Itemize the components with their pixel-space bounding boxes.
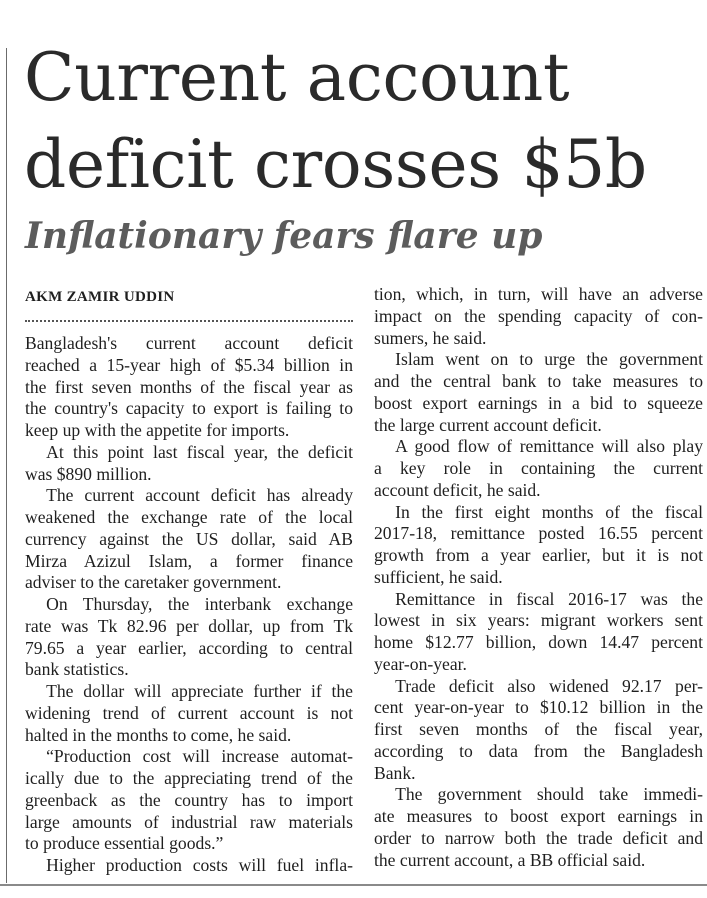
text-line: tion, which, in turn, will have an adverse xyxy=(374,284,703,304)
text-line: was $890 million. xyxy=(25,463,152,484)
text-line: Remittance in fiscal 2016-17 was the xyxy=(395,588,703,609)
byline-text: AKM ZAMIR UDDIN xyxy=(25,289,175,305)
text-line: The dollar will appreciate further if the xyxy=(46,681,353,701)
paragraph xyxy=(25,681,353,746)
paragraph xyxy=(25,855,353,877)
paragraph xyxy=(374,349,703,436)
paragraph xyxy=(25,333,353,442)
text-line: growth from a year earlier, but it is not xyxy=(374,545,703,565)
text-line: greenback as the country has to import xyxy=(25,789,353,810)
headline-line: Current account xyxy=(24,39,570,116)
paragraph xyxy=(374,676,703,785)
text-line: first seven months of the fiscal year, xyxy=(374,719,703,739)
column-rule xyxy=(6,48,7,883)
subheadline: Inflationary fears flare up xyxy=(25,215,543,257)
text-line: The current account deficit has already xyxy=(46,485,353,506)
paragraph xyxy=(374,284,703,349)
text-line: rate was Tk 82.96 per dollar, up from Tk xyxy=(25,615,353,636)
text-line: currency against the US dollar, said AB xyxy=(25,528,353,549)
text-line: Trade deficit also widened 92.17 per- xyxy=(395,675,703,696)
text-line: boost export earnings in a bid to squeeze xyxy=(374,392,703,413)
text-line: sumers, he said. xyxy=(374,327,487,348)
paragraph xyxy=(374,502,703,589)
text-line: Higher production costs will fuel infla- xyxy=(46,855,353,875)
text-line: order to narrow both the trade deficit and xyxy=(374,827,703,848)
article-column-left xyxy=(25,288,353,877)
paragraph xyxy=(374,589,703,676)
headline xyxy=(24,34,699,208)
text-line: “Production cost will increase automat- xyxy=(46,746,353,767)
text-line: cent year-on-year to $10.12 billion in the xyxy=(374,697,703,718)
text-line: Bank. xyxy=(374,762,416,783)
byline-divider xyxy=(25,320,353,322)
text-line: sufficient, he said. xyxy=(374,566,503,587)
paragraph xyxy=(374,436,703,501)
text-line: widening trend of current account is not xyxy=(25,702,353,723)
paragraph xyxy=(25,442,353,486)
text-line: impact on the spending capacity of con- xyxy=(374,305,703,326)
text-line: and the central bank to take measures to xyxy=(374,371,703,391)
text-line: Mirza Azizul Islam, a former finance xyxy=(25,550,353,571)
text-line: A good flow of remittance will also play xyxy=(395,436,703,457)
paragraph xyxy=(25,594,353,681)
bottom-rule xyxy=(0,884,707,886)
text-line: bank statistics. xyxy=(25,659,129,680)
text-line: according to data from the Bangladesh xyxy=(374,740,703,761)
text-line: At this point last fiscal year, the deficit xyxy=(46,441,353,462)
text-line: On Thursday, the interbank exchange xyxy=(46,594,353,614)
text-line: Islam went on to urge the government xyxy=(395,349,703,370)
text-line: the first seven months of the fiscal year as xyxy=(25,376,353,397)
text-line: The government should take immedi- xyxy=(395,784,703,805)
text-line: lowest in six years: migrant workers sent xyxy=(374,610,703,631)
byline xyxy=(25,288,353,306)
text-line: large amounts of industrial raw materials xyxy=(25,811,353,832)
paragraph xyxy=(25,746,353,855)
text-line: Bangladesh's current account deficit xyxy=(25,333,353,353)
text-line: halted in the months to come, he said. xyxy=(25,724,292,745)
text-line: ate measures to boost export earnings in xyxy=(374,806,703,826)
article-column-right xyxy=(374,284,703,871)
text-line: the country's capacity to export is failing to xyxy=(25,398,353,419)
text-line: keep up with the appetite for imports. xyxy=(25,420,290,440)
paragraph xyxy=(25,485,353,594)
text-line: to produce essential goods.” xyxy=(25,833,224,854)
text-line: 79.65 a year earlier, according to central xyxy=(25,637,353,658)
text-line: a key role in containing the current xyxy=(374,458,703,478)
text-line: the large current account deficit. xyxy=(374,414,602,435)
text-line: home $12.77 billion, down 14.47 percent xyxy=(374,632,703,652)
text-line: 2017-18, remittance posted 16.55 percent xyxy=(374,523,703,544)
text-line: In the first eight months of the fiscal xyxy=(395,501,703,522)
text-line: ically due to the appreciating trend of the xyxy=(25,768,353,788)
text-line: reached a 15-year high of $5.34 billion in xyxy=(25,354,353,375)
headline-line: deficit crosses $5b xyxy=(24,126,647,203)
text-line: weakened the exchange rate of the local xyxy=(25,507,353,527)
text-line: account deficit, he said. xyxy=(374,479,541,500)
text-line: adviser to the caretaker government. xyxy=(25,572,282,593)
paragraph xyxy=(374,784,703,871)
text-line: the current account, a BB official said. xyxy=(374,849,646,870)
text-line: year-on-year. xyxy=(374,653,467,674)
